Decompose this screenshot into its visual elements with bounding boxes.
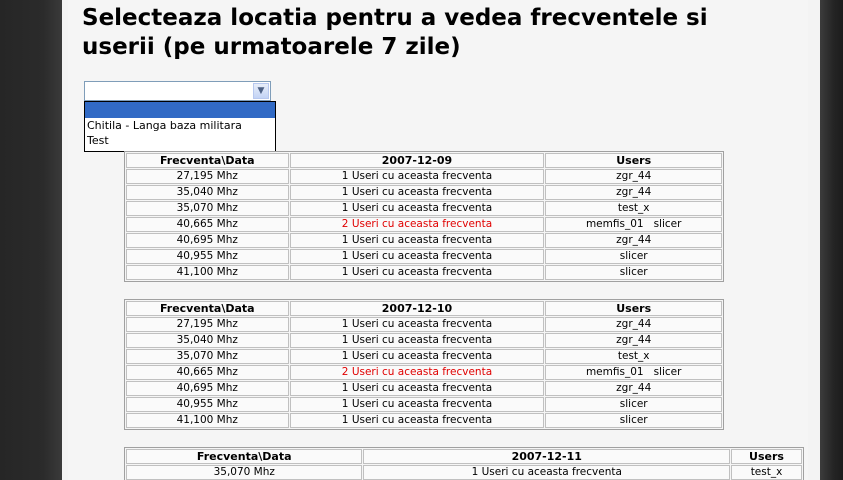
- table-row: [126, 397, 722, 412]
- dropdown-option-chitila[interactable]: Chitila - Langa baza militara: [87, 119, 242, 132]
- table-row: [126, 333, 722, 348]
- cell-frequency: 40,695 Mhz: [126, 381, 289, 396]
- cell-user-count: 1 Useri cu aceasta frecventa: [290, 413, 545, 428]
- cell-users: memfis_01 slicer: [545, 217, 722, 232]
- cell-user-count: 1 Useri cu aceasta frecventa: [290, 381, 545, 396]
- header-users: Users: [545, 153, 722, 168]
- frequency-table-2: [124, 299, 724, 430]
- cell-user-count: 1 Useri cu aceasta frecventa: [290, 333, 545, 348]
- table-row: [126, 317, 722, 332]
- page-title: Selecteaza locatia pentru a vedea frecventele si userii (pe urmatoarele 7 zile): [82, 5, 708, 60]
- table-row: [126, 365, 722, 380]
- page-content: [68, 0, 808, 480]
- cell-user-count: 1 Useri cu aceasta frecventa: [290, 185, 545, 200]
- cell-user-count: 2 Useri cu aceasta frecventa: [290, 365, 545, 380]
- cell-frequency: 40,955 Mhz: [126, 249, 289, 264]
- table-row: [126, 249, 722, 264]
- table-row: [126, 413, 722, 428]
- cell-frequency: 27,195 Mhz: [126, 317, 289, 332]
- cell-frequency: 35,070 Mhz: [126, 201, 289, 216]
- cell-user-count: 1 Useri cu aceasta frecventa: [290, 265, 545, 280]
- cell-users: zgr_44: [545, 169, 722, 184]
- table-row: [126, 233, 722, 248]
- cell-users: zgr_44: [545, 233, 722, 248]
- cell-frequency: 40,665 Mhz: [126, 217, 289, 232]
- table-header-row: [126, 449, 802, 464]
- cell-users: zgr_44: [545, 317, 722, 332]
- cell-users: test_x: [731, 465, 802, 480]
- table-row: [126, 201, 722, 216]
- dropdown-option-test[interactable]: Test: [87, 134, 109, 147]
- cell-users: slicer: [545, 265, 722, 280]
- cell-users: slicer: [545, 397, 722, 412]
- chevron-down-icon[interactable]: ▼: [253, 83, 269, 99]
- table-row: [126, 465, 802, 480]
- cell-users: zgr_44: [545, 185, 722, 200]
- cell-users: memfis_01 slicer: [545, 365, 722, 380]
- cell-user-count: 1 Useri cu aceasta frecventa: [290, 249, 545, 264]
- cell-users: slicer: [545, 413, 722, 428]
- cell-user-count: 1 Useri cu aceasta frecventa: [290, 317, 545, 332]
- cell-frequency: 35,070 Mhz: [126, 465, 362, 480]
- cell-users: slicer: [545, 249, 722, 264]
- header-frequency: Frecventa\Data: [126, 153, 289, 168]
- cell-frequency: 27,195 Mhz: [126, 169, 289, 184]
- header-date: 2007-12-10: [290, 301, 545, 316]
- cell-frequency: 41,100 Mhz: [126, 265, 289, 280]
- table-header-row: [126, 153, 722, 168]
- page: [62, 0, 820, 480]
- cell-users: test_x: [545, 349, 722, 364]
- cell-frequency: 41,100 Mhz: [126, 413, 289, 428]
- frequency-table-3: [124, 447, 804, 480]
- cell-user-count: 1 Useri cu aceasta frecventa: [290, 349, 545, 364]
- header-frequency: Frecventa\Data: [126, 301, 289, 316]
- header-users: Users: [545, 301, 722, 316]
- table-row: [126, 381, 722, 396]
- cell-frequency: 35,070 Mhz: [126, 349, 289, 364]
- cell-users: zgr_44: [545, 381, 722, 396]
- cell-user-count: 1 Useri cu aceasta frecventa: [290, 397, 545, 412]
- cell-user-count: 1 Useri cu aceasta frecventa: [290, 201, 545, 216]
- cell-user-count: 1 Useri cu aceasta frecventa: [290, 233, 545, 248]
- table-row: [126, 217, 722, 232]
- cell-user-count: 1 Useri cu aceasta frecventa: [363, 465, 730, 480]
- header-frequency: Frecventa\Data: [126, 449, 362, 464]
- window-shadow-left: [0, 0, 62, 480]
- table-header-row: [126, 301, 722, 316]
- window-shadow-right: [820, 0, 843, 480]
- cell-frequency: 40,695 Mhz: [126, 233, 289, 248]
- cell-users: zgr_44: [545, 333, 722, 348]
- header-users: Users: [731, 449, 802, 464]
- frequency-table-1: [124, 151, 724, 282]
- location-dropdown-list: [84, 101, 276, 152]
- header-date: 2007-12-09: [290, 153, 545, 168]
- cell-frequency: 40,665 Mhz: [126, 365, 289, 380]
- table-row: [126, 169, 722, 184]
- table-row: [126, 349, 722, 364]
- dropdown-option-empty[interactable]: [85, 102, 275, 118]
- header-date: 2007-12-11: [363, 449, 730, 464]
- cell-frequency: 35,040 Mhz: [126, 333, 289, 348]
- cell-user-count: 1 Useri cu aceasta frecventa: [290, 169, 545, 184]
- cell-frequency: 40,955 Mhz: [126, 397, 289, 412]
- table-row: [126, 265, 722, 280]
- table-row: [126, 185, 722, 200]
- cell-user-count: 2 Useri cu aceasta frecventa: [290, 217, 545, 232]
- cell-users: test_x: [545, 201, 722, 216]
- location-select[interactable]: [84, 81, 271, 101]
- cell-frequency: 35,040 Mhz: [126, 185, 289, 200]
